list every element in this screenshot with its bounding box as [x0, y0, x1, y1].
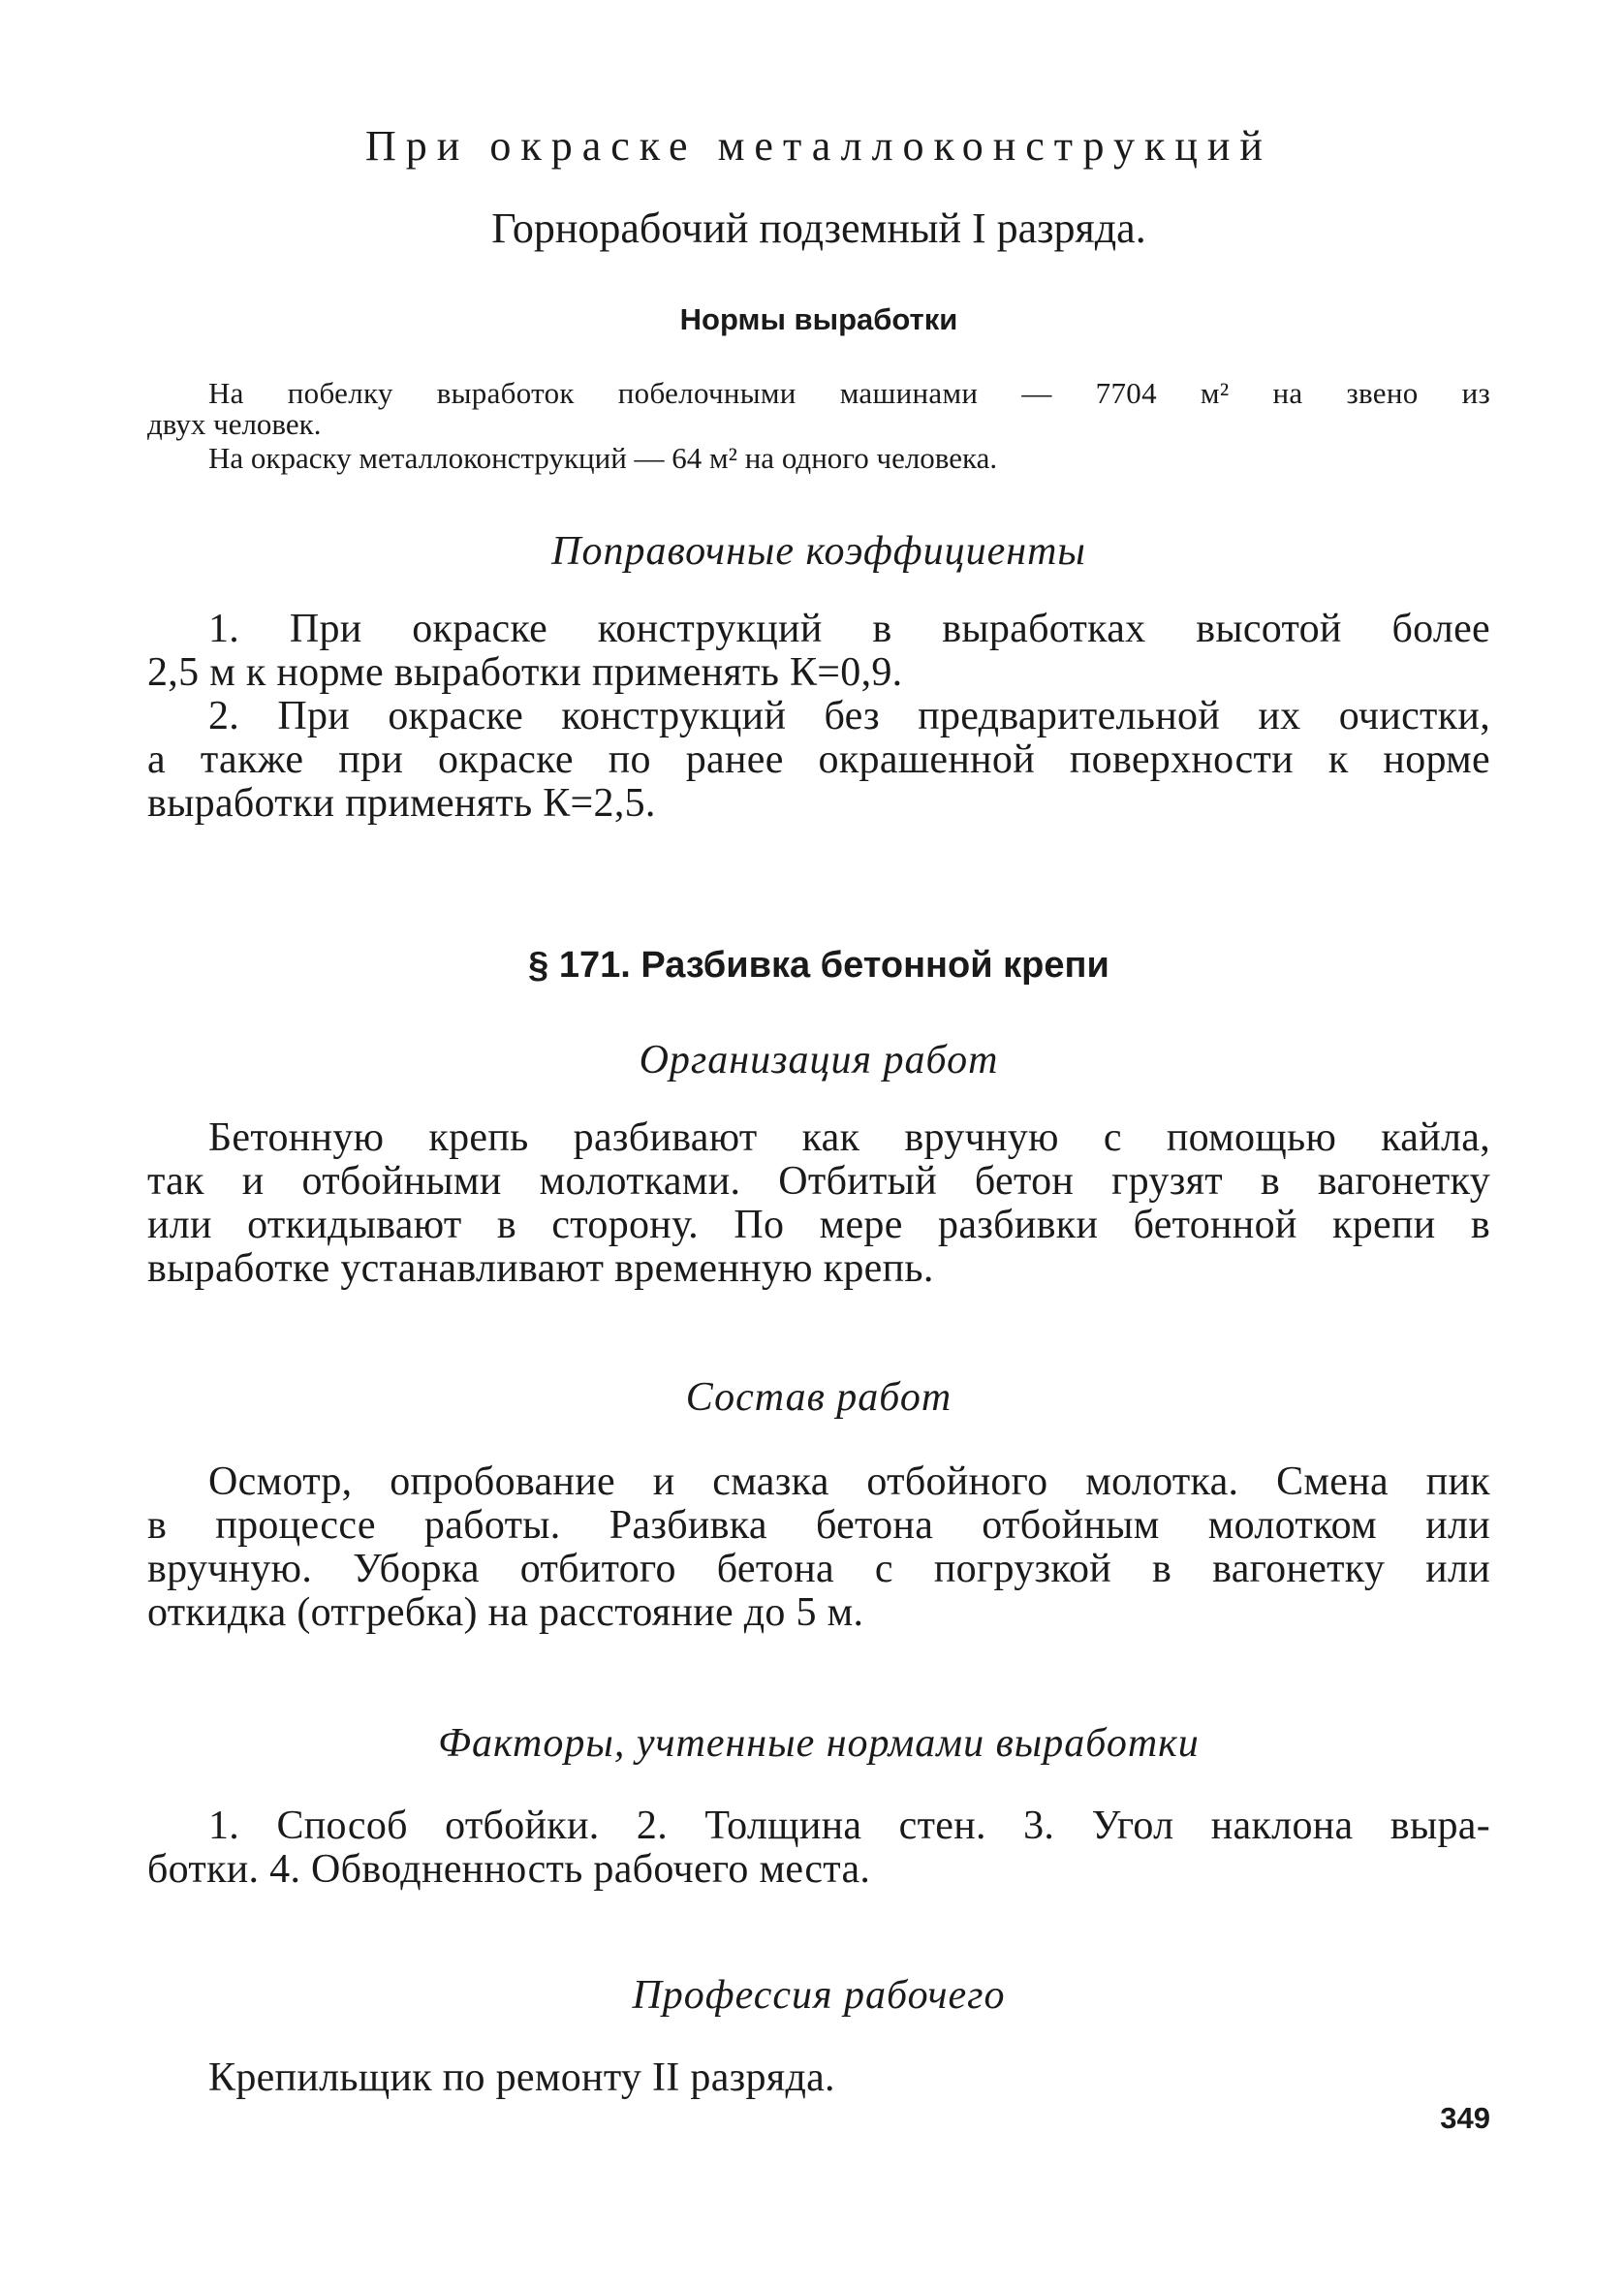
organization-heading: Организация работ — [639, 1038, 999, 1082]
factors-line-1: 1. Способ отбойки. 2. Толщина стен. 3. Угол наклона выра- — [208, 1804, 1490, 1848]
page-title: При окраске металлоконструкций — [365, 122, 1272, 170]
coefficient-line-3: 2. При окраске конструкций без предварительной их очистки, — [208, 694, 1490, 738]
worker-category: Горнорабочий подземный I разряда. — [491, 204, 1146, 252]
composition-line-4: откидка (отгребка) на расстояние до 5 м. — [147, 1590, 864, 1635]
organization-line-2: так и отбойными молотками. Отбитый бетон грузят в вагонетку — [147, 1159, 1490, 1204]
organization-line-1: Бетонную крепь разбивают как вручную с помощью кайла, — [208, 1115, 1490, 1160]
composition-line-1: Осмотр, опробование и смазка отбойного молотка. Смена пик — [208, 1459, 1490, 1504]
coefficients-heading: Поправочные коэффициенты — [551, 529, 1086, 574]
norms-line-2: На окраску металлоконструкций — 64 м² на одного человека. — [208, 441, 998, 475]
composition-heading: Состав работ — [685, 1375, 953, 1420]
coefficient-line-1: 1. При окраске конструкций в выработках высотой более — [208, 607, 1490, 651]
norms-line-1b: двух человек. — [147, 407, 322, 441]
coefficient-line-5: выработки применять К=2,5. — [147, 781, 656, 826]
page-number: 349 — [1440, 2101, 1490, 2135]
factors-heading: Факторы, учтенные нормами выработки — [438, 1721, 1200, 1766]
profession-heading: Профессия рабочего — [632, 1973, 1006, 2018]
profession-text: Крепильщик по ремонту II разряда. — [208, 2055, 835, 2100]
factors-line-2: ботки. 4. Обводненность рабочего места. — [147, 1847, 871, 1892]
section-title: § 171. Разбивка бетонной крепи — [528, 945, 1109, 986]
organization-line-4: выработке устанавливают временную крепь. — [147, 1246, 934, 1291]
coefficient-line-2: 2,5 м к норме выработки применять К=0,9. — [147, 650, 903, 695]
norms-line-1a: На побелку выработок побелочными машинами — 7704 м² на звено из — [208, 376, 1490, 410]
composition-line-3: вручную. Уборка отбитого бетона с погрузкой в вагонетку или — [147, 1547, 1490, 1591]
coefficient-line-4: а также при окраске по ранее окрашенной поверхности к норме — [147, 737, 1490, 782]
composition-line-2: в процессе работы. Разбивка бетона отбойным молотком или — [147, 1503, 1490, 1548]
norms-heading: Нормы выработки — [679, 302, 958, 336]
organization-line-3: или откидывают в сторону. По мере разбивки бетонной крепи в — [147, 1203, 1490, 1247]
